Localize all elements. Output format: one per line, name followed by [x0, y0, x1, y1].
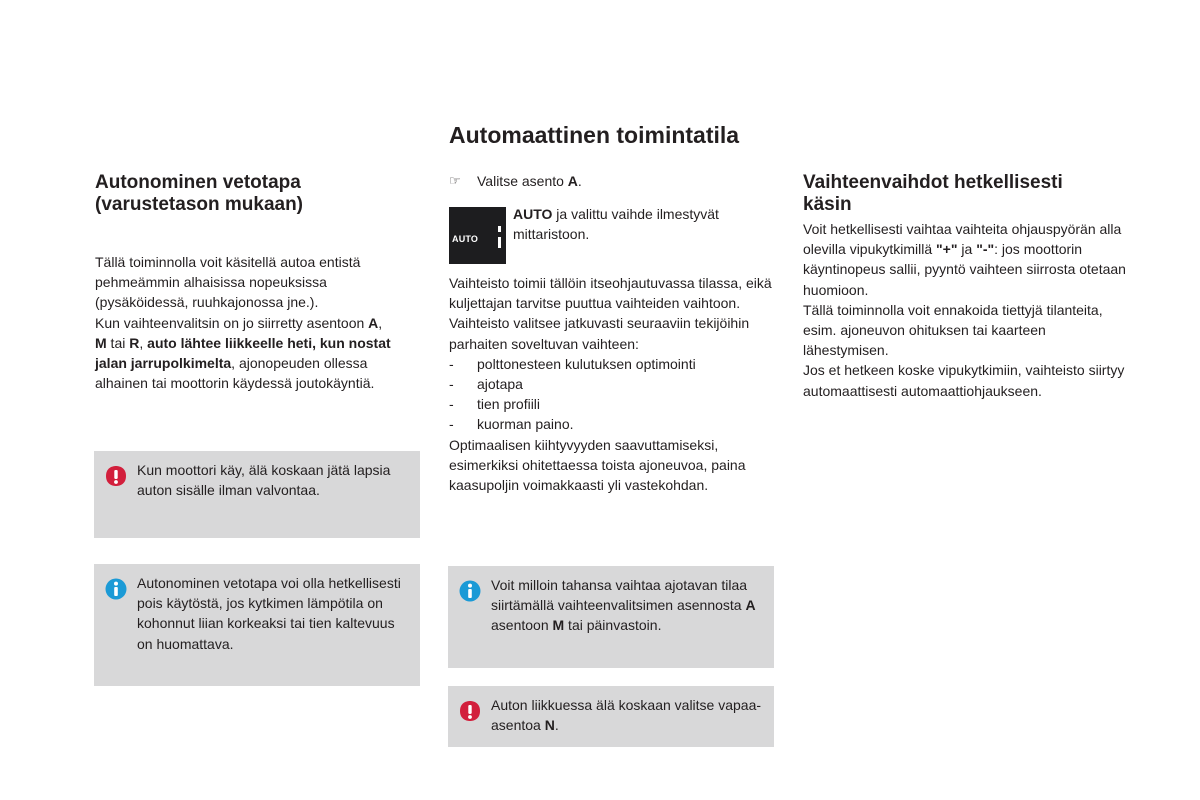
text-run: , [378, 314, 383, 331]
gear-indicator-bar [498, 237, 501, 248]
text-run: ja valittu vaihde ilmestyvät mittaristoon. [513, 206, 719, 243]
bold-run: AUTO [513, 206, 553, 222]
list-item-text: polttonesteen kulutuksen optimointi [477, 355, 696, 372]
left-paragraph-intro: Tällä toiminnolla voit käsitellä autoa entistä pehmeämmin alhaisissa nopeuksissa (pysäköidessä, ruuhkajonossa jne.). [95, 254, 361, 311]
warning-box-neutral [448, 686, 774, 747]
text-run: . [577, 173, 582, 189]
bold-run: "-" [976, 241, 995, 258]
middle-paragraph [449, 273, 775, 495]
right-heading [803, 172, 1133, 216]
info-text [491, 575, 764, 636]
bold-run: N [544, 717, 555, 734]
dash: - [449, 416, 454, 433]
info-icon [459, 580, 481, 602]
bold-run: A [567, 173, 578, 189]
list-item [449, 394, 775, 414]
text-run: Voit milloin tahansa vaihtaa ajotavan tilaa siirtämällä vaihteenvalitsimen asennosta [491, 577, 748, 614]
text-run: tai päinvastoin. [564, 617, 662, 634]
list-item [449, 374, 775, 394]
right-paragraph-3: Jos et hetkeen koske vipukytkimiin, vaihteisto siirtyy automaattisesti automaattiohjaukseen. [803, 362, 1125, 399]
right-paragraph-1 [803, 219, 1133, 300]
text-run: Voit hetkellisesti vaihtaa vaihteita ohjauspyörän alla olevilla vipukytkimillä [803, 221, 1122, 258]
warning-text [491, 695, 764, 735]
bold-run: M [95, 334, 107, 351]
instrument-display-thumbnail [449, 207, 506, 264]
warning-icon [459, 700, 481, 722]
right-heading-line2: käsin [803, 194, 852, 215]
dash: - [449, 376, 454, 393]
bold-run: A [368, 314, 379, 331]
middle-paragraph-acceleration: Optimaalisen kiihtyvyyden saavuttamiseksi, esimerkiksi ohitettaessa toista ajoneuvoa, paina kaasupoljin voimakkaasti yli vastekohdan. [449, 436, 746, 494]
pointing-hand-icon: ☞ [449, 173, 461, 188]
bold-run: R [129, 334, 140, 351]
text-run: ja [957, 241, 977, 258]
text-run: Auton liikkuessa älä koskaan valitse vapaa-asentoa [491, 697, 762, 734]
bold-run: "+" [936, 241, 958, 258]
right-paragraph [803, 219, 1133, 401]
section-title: Automaattinen toimintatila [449, 122, 740, 148]
text-run: , ajonopeuden ollessa alhainen tai moottorin käydessä joutokäyntiä. [95, 355, 375, 392]
bold-run: auto lähtee liikkeelle heti, kun nostat jalan jarrupolkimelta [95, 334, 391, 372]
text-run: : jos moottorin käyntinopeus sallii, pyyntö vaihteen siirrosta otetaan huomioon. [803, 241, 1126, 298]
text-run: Kun vaihteenvalitsin on jo siirretty asentoon [95, 314, 369, 331]
info-icon [105, 578, 127, 600]
info-text: Autonominen vetotapa voi olla hetkellisesti pois käytöstä, jos kytkimen lämpötila on kohonnut liian korkeaksi tai tien kaltevuus on huomattava. [137, 575, 401, 652]
warning-text: Kun moottori käy, älä koskaan jätä lapsia auton sisälle ilman valvontaa. [137, 462, 391, 499]
left-heading-line1: Autonominen vetotapa [95, 172, 301, 193]
right-paragraph-2: Tällä toiminnolla voit ennakoida tiettyjä tilanteita, esim. ajoneuvon ohituksen tai kaarteen lähestymisen. [803, 301, 1103, 359]
right-heading-line1: Vaihteenvaihdot hetkellisesti [803, 172, 1063, 193]
text-run: . [554, 717, 559, 734]
middle-paragraph-text: Vaihteisto toimii tällöin itseohjautuvassa tilassa, eikä kuljettajan tarvitse puuttua vaihteiden vaihtoon. Vaihteisto valitsee jatkuvasti seuraaviin tekijöihin parhaiten soveltuvan vaihteen: [449, 275, 772, 352]
text-run: asentoon [491, 617, 553, 634]
auto-display-text [513, 204, 773, 244]
warning-box-children [94, 451, 420, 538]
list-item-text: kuorman paino. [477, 416, 574, 433]
text-run: tai [106, 334, 130, 351]
list-item-text: tien profiili [477, 396, 541, 413]
info-box-thermal [94, 564, 420, 686]
left-heading-line2: (varustetason mukaan) [95, 194, 304, 215]
dash: - [449, 396, 454, 413]
display-auto-label: AUTO [452, 234, 479, 244]
list-item-text: ajotapa [477, 376, 523, 393]
warning-icon [105, 465, 127, 487]
left-paragraph [95, 252, 415, 393]
info-box-mode-change [448, 566, 774, 668]
bold-run: A [745, 597, 756, 614]
bold-run: M [552, 617, 565, 634]
text-run: , [139, 334, 148, 351]
dash: - [449, 355, 454, 372]
list-item [449, 414, 775, 434]
list-item [449, 354, 775, 374]
gear-indicator-bar [498, 226, 501, 232]
left-heading [95, 172, 415, 216]
text-run: Valitse asento [477, 173, 568, 189]
step-select-position [449, 171, 769, 191]
